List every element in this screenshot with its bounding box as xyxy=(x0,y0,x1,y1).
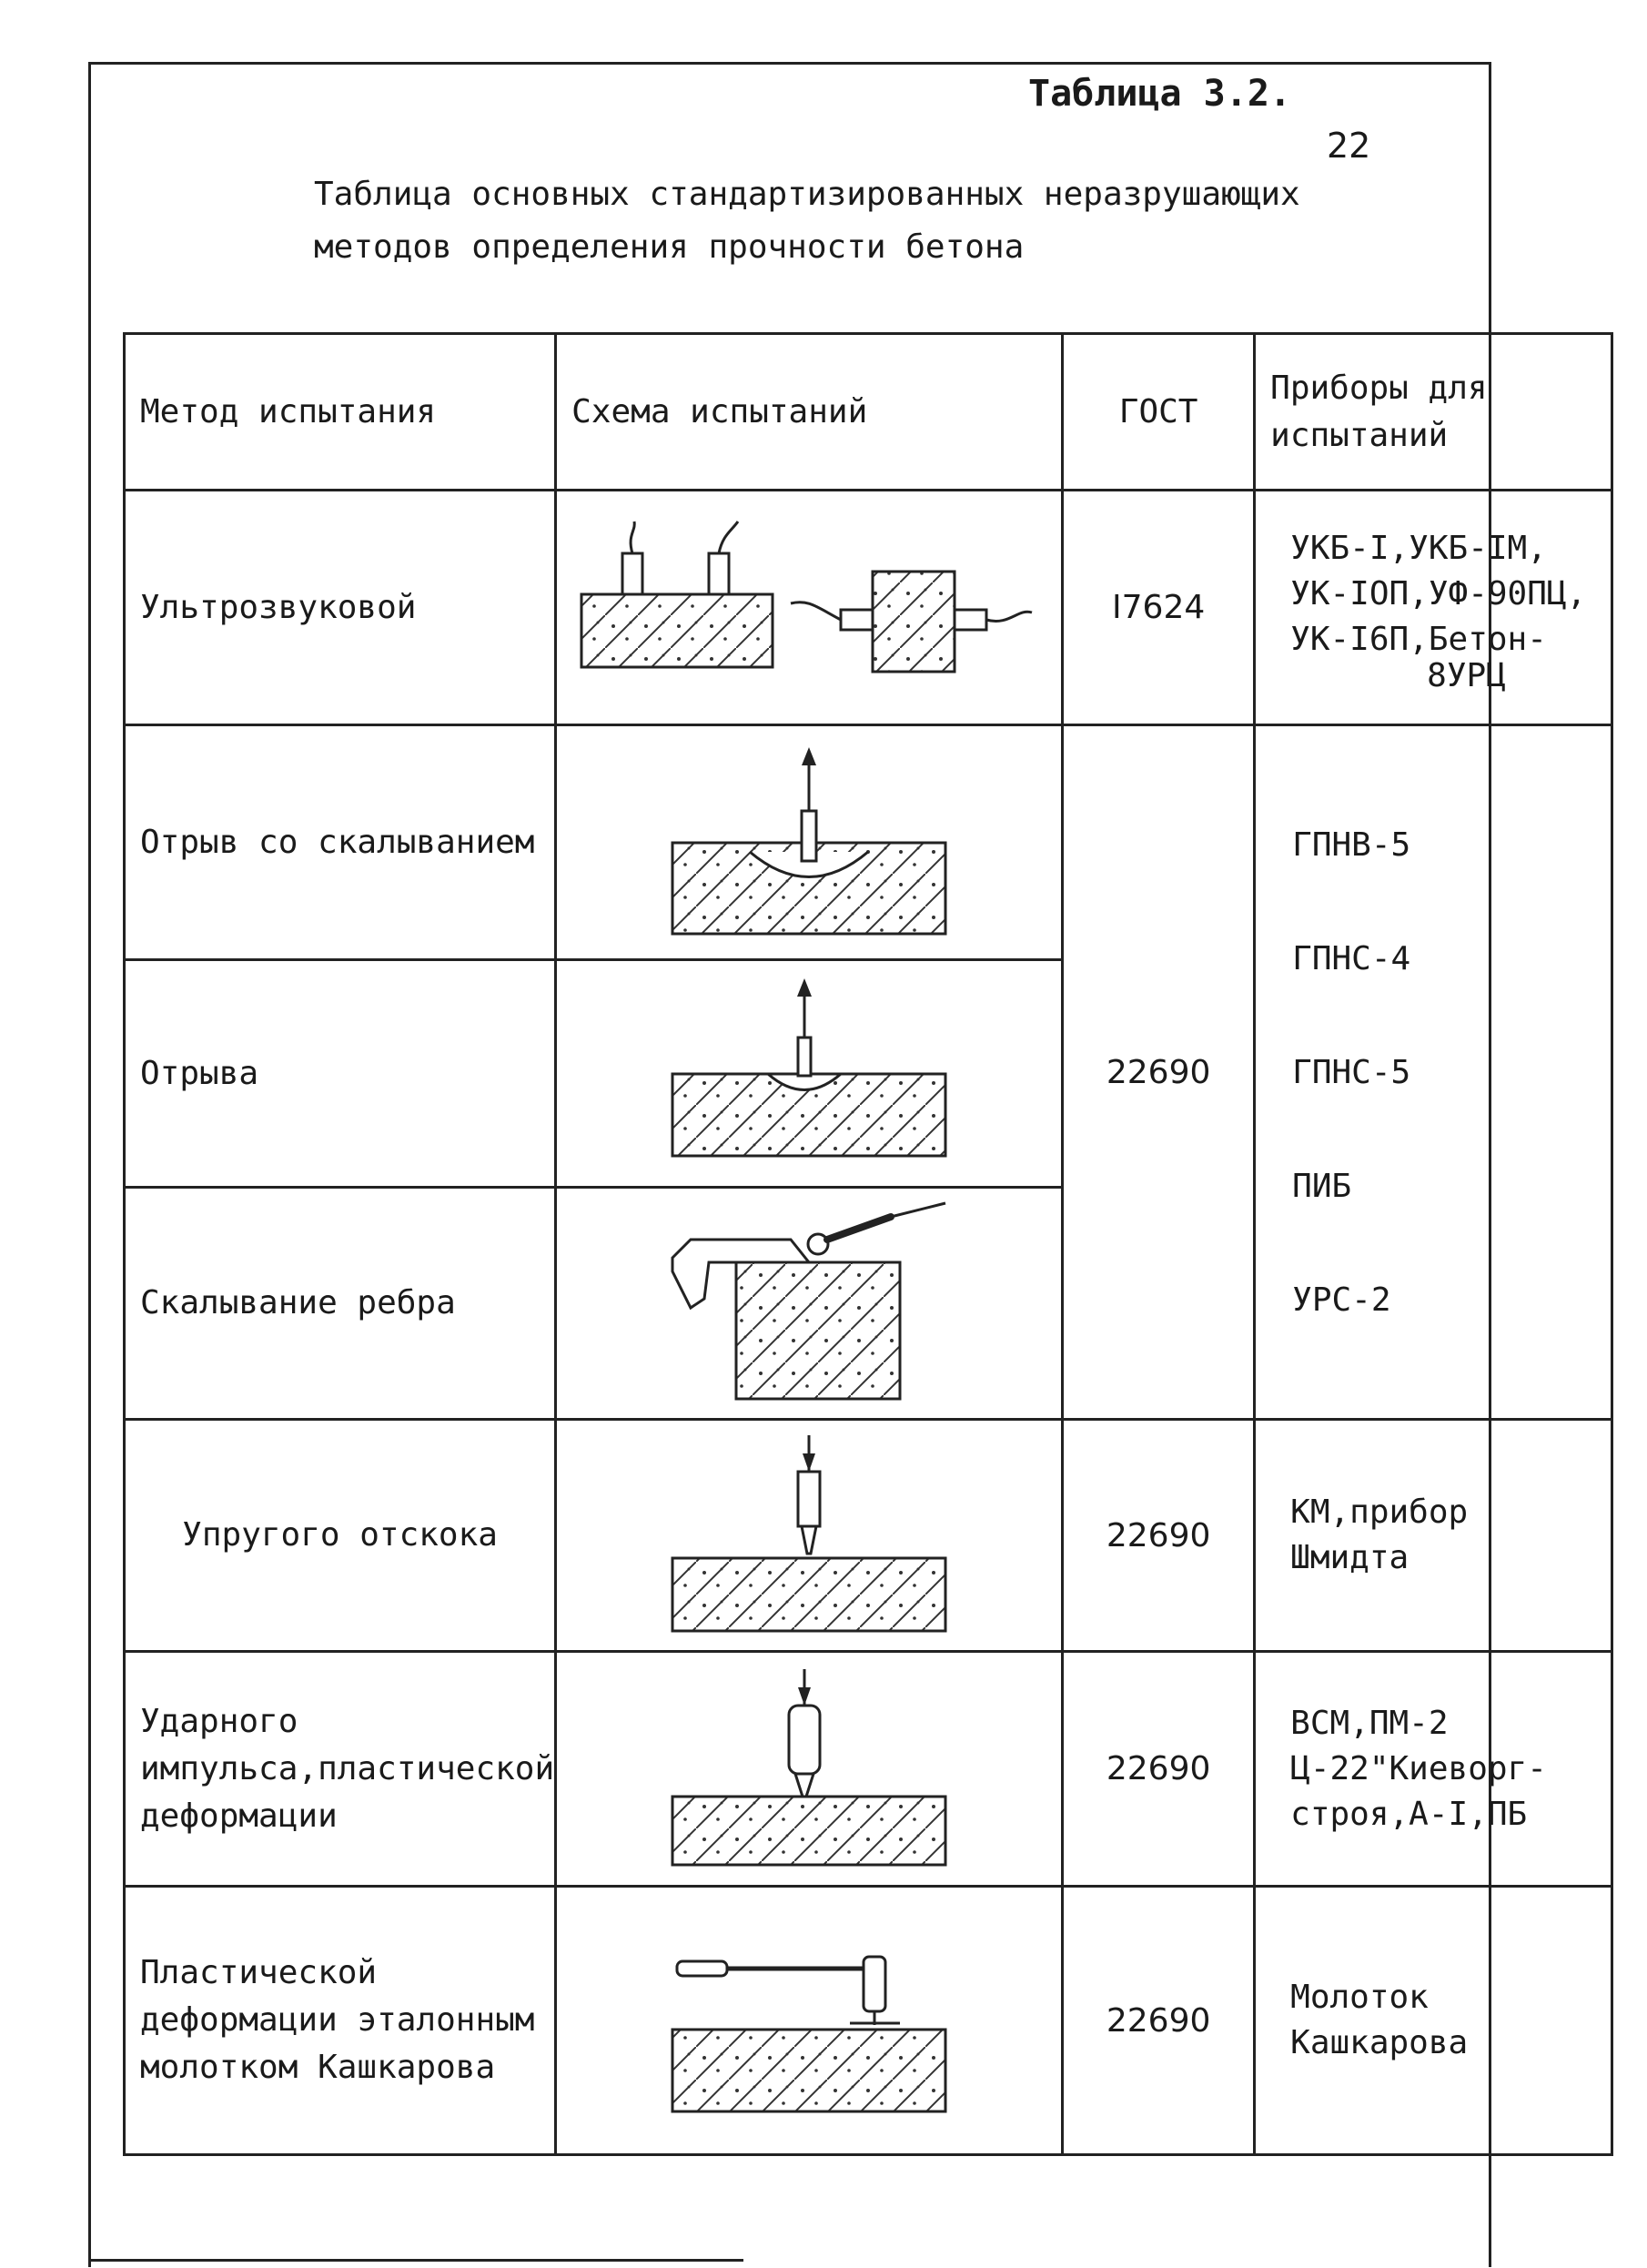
instruments-cell xyxy=(1255,1887,1612,2155)
instrument-line: ГПНВ-5 xyxy=(1292,825,1411,864)
table-row xyxy=(125,1887,1612,2155)
instrument-line: ГПНС-4 xyxy=(1292,939,1411,977)
pulloff-shear-scheme-drawing xyxy=(663,743,955,943)
scheme-cell xyxy=(556,725,1063,960)
instrument-line: Молоток xyxy=(1290,1979,1429,2016)
header-gost: ГОСТ xyxy=(1063,334,1255,491)
table-header-row xyxy=(125,334,1612,491)
ultrasonic-scheme-drawing xyxy=(572,517,1046,699)
edge-shear-scheme-drawing xyxy=(654,1199,964,1408)
method-cell: Упругого отскока xyxy=(125,1420,556,1652)
scheme-cell xyxy=(556,491,1063,725)
instrument-line: УРС-2 xyxy=(1292,1281,1391,1319)
methods-table xyxy=(123,332,1613,2156)
scheme-cell xyxy=(556,1887,1063,2155)
kashkarov-hammer-scheme-drawing xyxy=(663,1916,955,2125)
pulloff-scheme-drawing xyxy=(663,974,955,1174)
instrument-line: ГПНС-5 xyxy=(1292,1053,1411,1091)
instrument-line: ВСМ,ПМ-2 xyxy=(1290,1704,1449,1742)
table-row xyxy=(125,491,1612,725)
bottom-rule xyxy=(88,2259,743,2262)
gost-cell: 22690 xyxy=(1063,1420,1255,1652)
table-row xyxy=(125,1420,1612,1652)
instrument-line: УКБ-I,УКБ-IМ, xyxy=(1290,529,1547,567)
table-number: Таблица 3.2. xyxy=(1028,73,1291,115)
page-number: 22 xyxy=(1327,126,1371,166)
instrument-line: УК-IОП,УФ-90ПЦ, xyxy=(1290,574,1587,613)
instruments-group-cell xyxy=(1255,725,1612,1420)
instrument-line: строя,А-I,ПБ xyxy=(1290,1795,1528,1833)
scheme-cell xyxy=(556,960,1063,1188)
title-line-2: методов определения прочности бетона xyxy=(314,228,1025,266)
table-row xyxy=(125,725,1612,960)
method-cell: Ультрозвуковой xyxy=(125,491,556,725)
header-instruments: Приборы для испытаний xyxy=(1255,334,1612,491)
instrument-line: 8УРЦ xyxy=(1427,656,1506,694)
method-cell: Пластической деформации эталонным молотком Кашкарова xyxy=(125,1887,556,2155)
gost-cell: 22690 xyxy=(1063,1652,1255,1887)
rebound-scheme-drawing xyxy=(663,1431,955,1640)
instrument-line: ПИБ xyxy=(1292,1167,1352,1205)
method-cell: Скалывание ребра xyxy=(125,1188,556,1420)
instrument-line: КМ,прибор xyxy=(1290,1493,1469,1531)
instrument-line: Кашкарова xyxy=(1290,2024,1469,2061)
method-cell: Ударного импульса,пластической деформации xyxy=(125,1652,556,1887)
instrument-line: УК-I6П,Бетон- xyxy=(1290,620,1547,658)
title-line-1: Таблица основных стандартизированных неразрушающих xyxy=(314,176,1300,213)
impact-scheme-drawing xyxy=(663,1665,955,1874)
instrument-line: Ц-22"Киеворг- xyxy=(1290,1749,1547,1787)
gost-cell: 22690 xyxy=(1063,725,1255,1420)
scheme-cell xyxy=(556,1420,1063,1652)
header-scheme: Схема испытаний xyxy=(556,334,1063,491)
scheme-cell xyxy=(556,1188,1063,1420)
table-row xyxy=(125,1652,1612,1887)
instruments-cell xyxy=(1255,1420,1612,1652)
scheme-cell xyxy=(556,1652,1063,1887)
instruments-cell xyxy=(1255,491,1612,725)
method-cell: Отрыв со скалыванием xyxy=(125,725,556,960)
gost-cell: I7624 xyxy=(1063,491,1255,725)
gost-cell: 22690 xyxy=(1063,1887,1255,2155)
method-cell: Отрыва xyxy=(125,960,556,1188)
header-method: Метод испытания xyxy=(125,334,556,491)
instrument-line: Шмидта xyxy=(1290,1539,1410,1576)
table-title xyxy=(314,168,1406,274)
instruments-cell xyxy=(1255,1652,1612,1887)
